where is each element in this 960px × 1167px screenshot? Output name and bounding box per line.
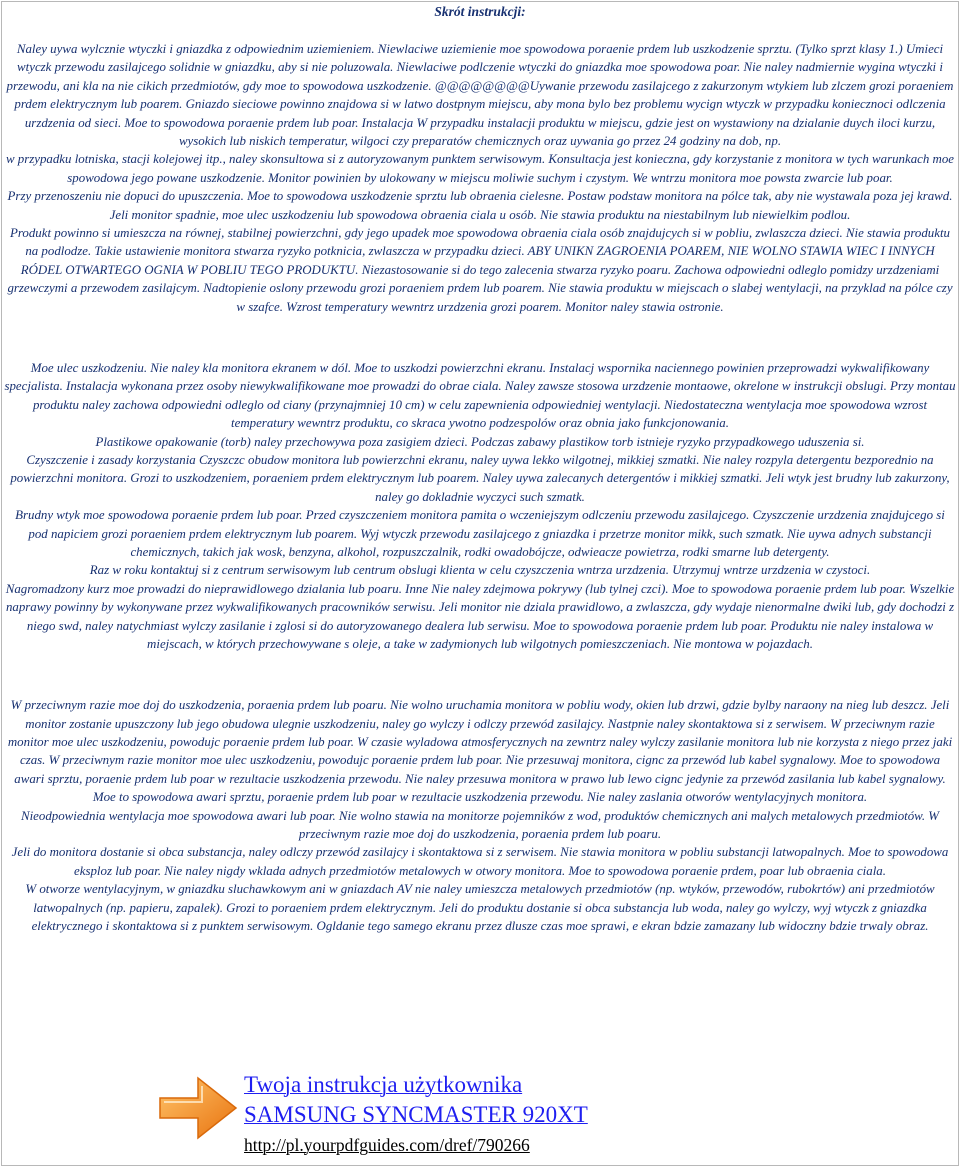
- paragraph: w przypadku lotniska, stacji kolejowej itp., naley skonsultowa si z autoryzowanym punktem serwisowym. Konsultacja jest konieczna, gdy korzystanie z monitora w tych warunkach moe spowodowa jego powane uszkodzenie. Monitor powinien by ulokowany w miejscu moliwie suchym i czystym. We wntrzu monitora moe powsta zwarcie lub poar.: [5, 152, 955, 185]
- manual-link[interactable]: Twoja instrukcja użytkownika: [244, 1072, 523, 1097]
- document-title: Skrót instrukcji:: [434, 4, 526, 19]
- paragraph: Raz w roku kontaktuj si z centrum serwisowym lub centrum obslugi klienta w celu czyszczenia wntrza urzdzenia. Utrzymuj wntrze urzdzenia w czystoci.: [89, 563, 871, 578]
- orange-arrow-logo-icon: [156, 1068, 240, 1142]
- paragraph: Czyszczenie i zasady korzystania Czyszczc obudow monitora lub powierzchni ekranu, naley uywa lekko wilgotnej, mikkiej szmatki. Nie naley rozpyla detergentu bezporednio na powierzchni monitora. Grozi to uszkodzeniem, poraeniem prdem elektrycznym lub poarem. Naley uywa zalecanych detergentów i mikkiej szmatki. Jeli wtyk jest brudny lub zakurzony, naley go dokladnie wyczyci such szmatk.: [10, 452, 950, 504]
- url-link[interactable]: http://pl.yourpdfguides.com/dref/790266: [244, 1135, 530, 1155]
- paragraph: Moe to spowodowa awari sprztu, poraenie prdem lub poar w rezultacie uszkodzenia przewodu. Nie naley zaslania otworów wentylacyjnych monitora.: [92, 790, 868, 805]
- paragraph: W przeciwnym razie moe doj do uszkodzenia, poraenia prdem lub poaru. Nie wolno uruchamia monitora w pobliu wody, okien lub drzwi, gdzie bylby naraony na nieg lub deszcz. Jeli monitor zostanie upuszczony lub jego obudowa ulegnie uszkodzeniu, naley go wylczy i odlczy przewód zasilajcy. Nastpnie naley skontaktowa si z serwisem. W przeciwnym razie monitor moe ulec uszkodzeniu, powodujc poraenie prdem lub poar. W czasie wyladowa atmosferycznych na zewntrz naley wylczy zasilanie monitora lub nie korzysta z niego przez jaki czas. W przeciwnym razie monitor moe ulec uszkodzeniu, powodujc poraenie prdem lub poar. Nie przesuwaj monitora, cignc za przewód lub kabel sygnalowy. Moe to spowodowa awari sprztu, poraenie prdem lub poar w rezultacie uszkodzenia przewodu. Nie naley przesuwa monitora w prawo lub lewo cignc jedynie za przewód zasilania lub kabel sygnalowy.: [7, 698, 953, 786]
- paragraph: Produkt powinno si umieszcza na równej, stabilnej powierzchni, gdy jego upadek moe spowodowa obraenia ciala osób znajdujcych si w pobliu, zwlaszcza dzieci. Nie stawia produktu na podlodze. Takie ustawienie monitora stwarza ryzyko potknicia, zwlaszcza w przypadku dzieci. ABY UNIKN ZAGROENIA POAREM, NIE WOLNO STAWIA WIEC I INNYCH RÓDEL OTWARTEGO OGNIA W POBLIU TEGO PRODUKTU. Niezastosowanie si do tego zalecenia stwarza ryzyko poaru. Zachowa odpowiedni odleglo pomidzy urzdzeniami grzewczymi a przewodem zasilajcym. Nadtopienie oslony przewodu grozi poraeniem prdem lub poarem. Nie stawia produktu w miejscach o slabej wentylacji, na przyklad na pólce czy w szafce. Wzrost temperatury wewntrz urzdzenia grozi poarem. Monitor naley stawia ostronie.: [7, 226, 953, 314]
- footer: [156, 1066, 956, 1161]
- paragraph: Naley uywa wylcznie wtyczki i gniazdka z odpowiednim uziemieniem. Niewlaciwe uziemienie moe spowodowa poraenie prdem lub uszkodzenie sprztu. (Tylko sprzt klasy 1.) Umieci wtyczk przewodu zasilajcego solidnie w gniazdku, aby si nie poluzowala. Niewlaciwe podlczenie wtyczki do gniazdka moe spowodowa poar. Nie naley nadmiernie wygina wtyczki i przewodu, ani kla na nie cikich przedmiotów, gdy moe to spowodowa uszkodzenie. @@@@@@@@Uywanie przewodu zasilajcego z zakurzonym wtykiem lub zlczem grozi poraeniem prdem elektrycznym lub poarem. Gniazdo sieciowe powinno znajdowa si w latwo dostpnym miejscu, aby mona bylo bez problemu wycign wtyczk w przypadku koniecznoci odlczenia urzdzenia od sieci. Moe to spowodowa poraenie prdem lub poar. Instalacja W przypadku instalacji produktu w miejscu, gdzie jest on wystawiony na dzialanie duych iloci kurzu, wysokich lub niskich temperatur, wilgoci czy preparatów chemicznych oraz uywania go przez 24 godziny na dob, np.: [6, 42, 954, 149]
- document-body: [4, 2, 956, 935]
- paragraph: Jeli do monitora dostanie si obca substancja, naley odlczy przewód zasilajcy i skontaktowa si z serwisem. Nie stawia monitora w pobliu substancji latwopalnych. Moe to spowodowa eksploz lub poar. Nie naley nigdy wklada adnych przedmiotów metalowych w otwory monitora. Moe to spowodowa poraenie prdem, poar lub obraenia ciala.: [11, 845, 949, 878]
- paragraph-gap: [4, 329, 956, 346]
- paragraph: Plastikowe opakowanie (torb) naley przechowywa poza zasigiem dzieci. Podczas zabawy plastikow torb istnieje ryzyko przypadkowego uduszenia si.: [95, 434, 865, 449]
- paragraph: Moe ulec uszkodzeniu. Nie naley kla monitora ekranem w dól. Moe to uszkodzi powierzchni ekranu. Instalacj wspornika naciennego powinien przeprowadzi wykwalifikowany specjalista. Instalacja wykonana przez osoby niewykwalifikowane moe prowadzi do obrae ciala. Naley zawsze stosowa urzdzenie montaowe, okrelone w instrukcji obslugi. Przy montau produktu naley zachowa odpowiedni odleglo od ciany (przynajmniej 10 cm) w celu zapewnienia odpowiedniej wentylacji. Niedostateczna wentylacja moe spowodowa wzrost temperatury wewntrz produktu, co skraca ywotno podzespolów oraz obnia jako funkcjonowania.: [4, 360, 956, 431]
- paragraph: W otworze wentylacyjnym, w gniazdku sluchawkowym ani w gniazdach AV nie naley umieszcza metalowych przedmiotów (np. wtyków, przewodów, rubokrtów) ani przedmiotów latwopalnych (np. papieru, zapalek). Grozi to poraeniem prdem elektrycznym. Jeli do produktu dostanie si obca substancja lub woda, naley go wylczy, wyj wtyczk z gniazdka elektrycznego i skontaktowa si z punktem serwisowym. Ogldanie tego samego ekranu przez dlusze czas moe sprawi, e ekran bdzie zamazany lub widoczny bdzie trwaly obraz.: [25, 882, 935, 934]
- product-name-link[interactable]: SAMSUNG SYNCMASTER 920XT: [244, 1102, 588, 1127]
- paragraph: Nieodpowiednia wentylacja moe spowodowa awari lub poar. Nie wolno stawia na monitorze pojemników z wod, produktów chemicznych ani malych metalowych przedmiotów. W przeciwnym razie moe doj do uszkodzenia, poraenia prdem lub poaru.: [20, 808, 940, 841]
- paragraph: Brudny wtyk moe spowodowa poraenie prdem lub poar. Przed czyszczeniem monitora pamita o wczeniejszym odlczeniu przewodu zasilajcego. Czyszczenie urzdzenia znajdujcego si pod napiciem grozi poraeniem prdem elektrycznym lub poarem. Wyj wtyczk przewodu zasilajcego z gniazdka i przetrze monitor mikk, such szmatk. Nie uywa adnych substancji chemicznych, takich jak wosk, benzyna, alkohol, rozpuszczalnik, rodki owadobójcze, odwieacze powietrza, rodki smarne lub detergenty.: [15, 508, 945, 559]
- paragraph: Nagromadzony kurz moe prowadzi do nieprawidlowego dzialania lub poaru. Inne Nie naley zdejmowa pokrywy (lub tylnej czci). Moe to spowodowa poraenie prdem lub poar. Wszelkie naprawy powinny by wykonywane przez wykwalifikowanych pracowników serwisu. Jeli monitor nie dziala prawidlowo, a zwlaszcza, gdy wydaje nienormalne dwiki lub, gdy dochodzi z niego swd, naley natychmiast wylczy zasilanie i zglosi si do autoryzowanego dealera lub serwisu. Moe to spowodowa poraenie prdem lub poar. Produktu nie naley instalowa w miejscach, w których przechowywane s oleje, a take w zadymionych lub wilgotnych pomieszczeniach. Nie montowa w pojazdach.: [5, 581, 955, 651]
- paragraph-gap: [4, 666, 956, 683]
- paragraph: Przy przenoszeniu nie dopuci do upuszczenia. Moe to spowodowa uszkodzenie sprztu lub obraenia cielesne. Postaw podstaw monitora na pólce tak, aby nie wystawala poza jej krawd. Jeli monitor spadnie, moe ulec uszkodzeniu lub spowodowa obraenia ciala u osób. Nie stawia produktu na niestabilnym lub niewielkim podlou.: [7, 189, 953, 222]
- paragraph-container: [4, 40, 956, 935]
